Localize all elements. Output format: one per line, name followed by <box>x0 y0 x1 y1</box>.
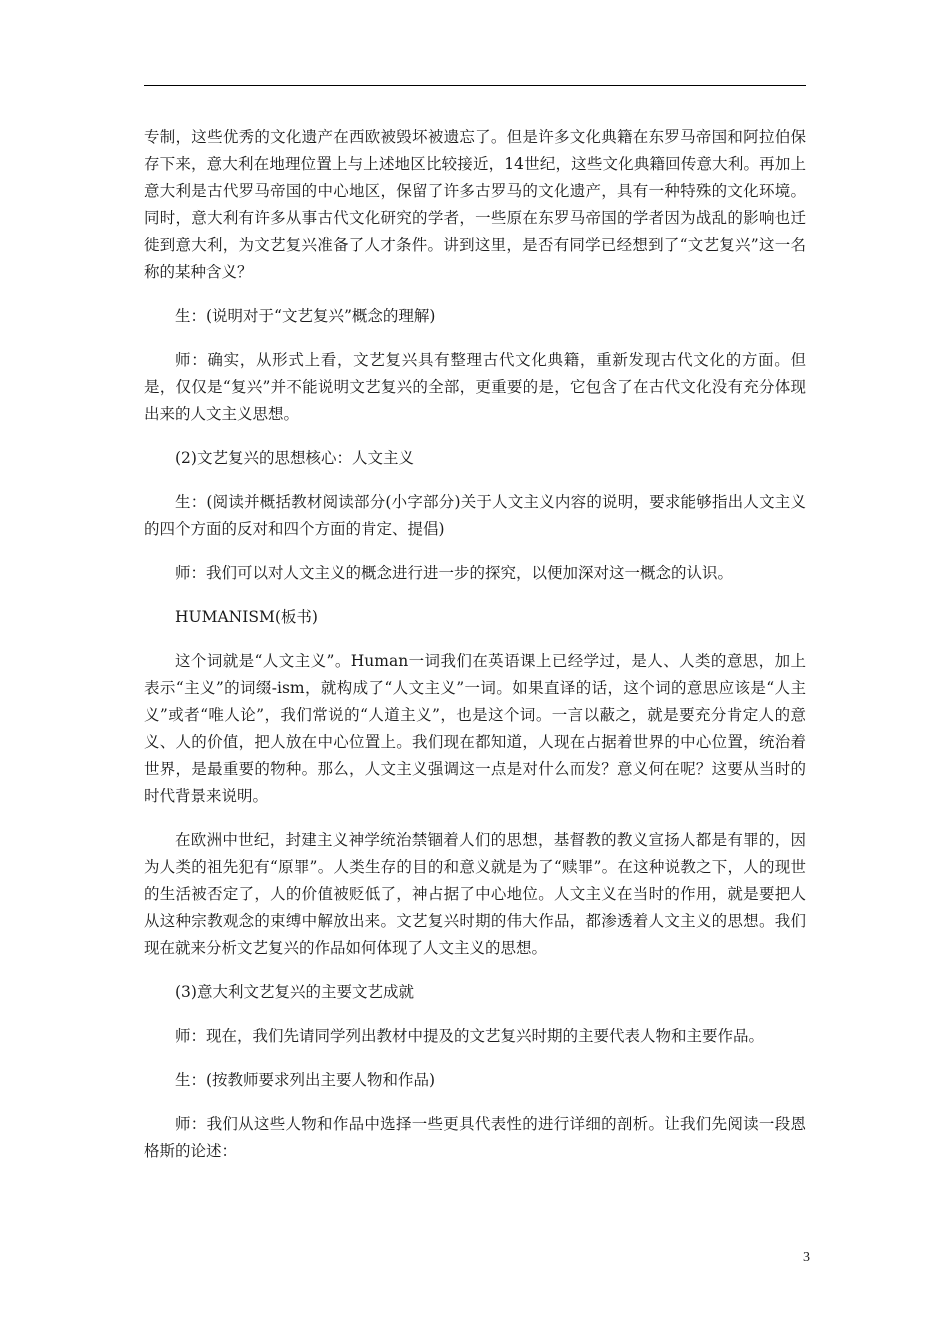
header-rule <box>144 85 806 86</box>
paragraph-teacher-1: 师：确实，从形式上看，文艺复兴具有整理古代文化典籍，重新发现古代文化的方面。但是，仅仅是“复兴”并不能说明文艺复兴的全部，更重要的是，它包含了在古代文化没有充分体现出来的人文主义思想。 <box>144 351 806 423</box>
page-number: 3 <box>803 1250 810 1265</box>
paragraph-continued: 专制，这些优秀的文化遗产在西欧被毁坏被遗忘了。但是许多文化典籍在东罗马帝国和阿拉伯保存下来，意大利在地理位置上与上述地区比较接近，14世纪，这些文化典籍回传意大利。再加上意大利是古代罗马帝国的中心地区，保留了许多古罗马的文化遗产，具有一种特殊的文化环境。同时，意大利有许多从事古代文化研究的学者，一些原在东罗马帝国的学者因为战乱的影响也迁徙到意大利，为文艺复兴准备了人才条件。讲到这里，是否有同学已经想到了“文艺复兴”这一名称的某种含义？ <box>144 128 806 281</box>
paragraph-student-response-3: 生：(按教师要求列出主要人物和作品) <box>175 1071 436 1089</box>
paragraph-medieval-context: 在欧洲中世纪，封建主义神学统治禁锢着人们的思想，基督教的教义宣扬人都是有罪的，因为人类的祖先犯有“原罪”。人类生存的目的和意义就是为了“赎罪”。在这种说教之下，人的现世的生活被否定了，人的价值被贬低了，神占据了中心地位。人文主义在当时的作用，就是要把人从这种宗教观念的束缚中解放出来。文艺复兴时期的伟大作品，都渗透着人文主义的思想。我们现在就来分析文艺复兴的作品如何体现了人文主义的思想。 <box>144 831 806 957</box>
section-heading-2: (2)文艺复兴的思想核心：人文主义 <box>175 449 414 467</box>
section-heading-3: (3)意大利文艺复兴的主要文艺成就 <box>175 983 414 1001</box>
paragraph-humanism-explanation: 这个词就是“人文主义”。Human一词我们在英语课上已经学过，是人、人类的意思，加上表示“主义”的词缀-ism，就构成了“人文主义”一词。如果直译的话，这个词的意思应该是“人主义”或者“唯人论”，我们常说的“人道主义”，也是这个词。一言以蔽之，就是要充分肯定人的意义、人的价值，把人放在中心位置上。我们现在都知道，人现在占据着世界的中心位置，统治着世界，是最重要的物种。那么，人文主义强调这一点是对什么而发？意义何在呢？这要从当时的时代背景来说明。 <box>144 652 806 805</box>
paragraph-teacher-2: 师：我们可以对人文主义的概念进行进一步的探究，以便加深对这一概念的认识。 <box>175 564 734 582</box>
paragraph-board-note: HUMANISM(板书) <box>175 608 318 626</box>
document-body <box>144 124 806 1165</box>
paragraph-student-response-1: 生：(说明对于“文艺复兴”概念的理解) <box>175 307 436 325</box>
paragraph-teacher-3: 师：现在，我们先请同学列出教材中提及的文艺复兴时期的主要代表人物和主要作品。 <box>175 1027 765 1045</box>
paragraph-student-response-2: 生：(阅读并概括教材阅读部分(小字部分)关于人文主义内容的说明，要求能够指出人文主义的四个方面的反对和四个方面的肯定、提倡) <box>144 493 806 538</box>
paragraph-teacher-4: 师：我们从这些人物和作品中选择一些更具代表性的进行详细的剖析。让我们先阅读一段恩格斯的论述： <box>144 1115 806 1160</box>
